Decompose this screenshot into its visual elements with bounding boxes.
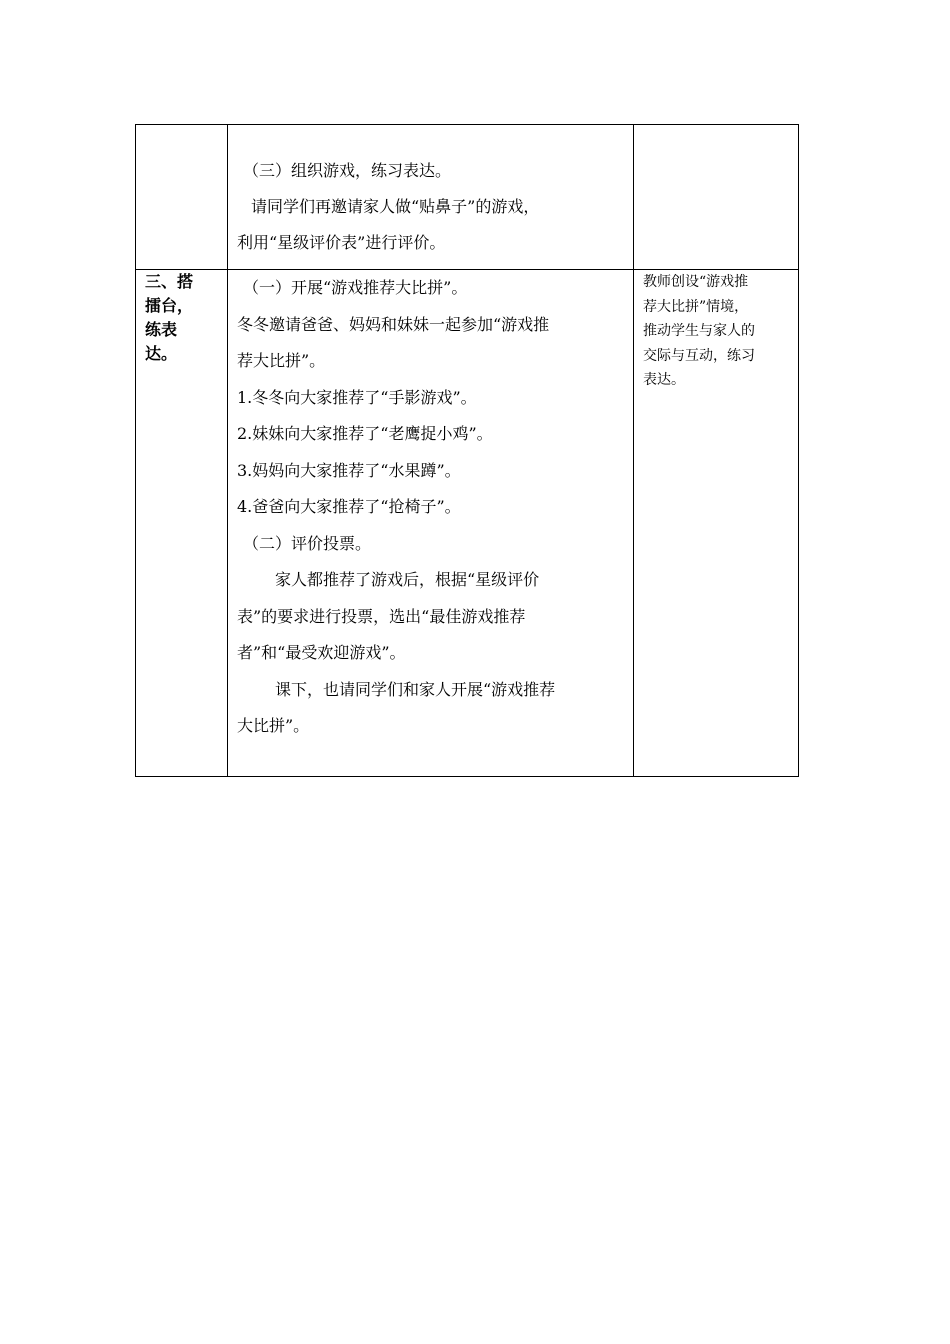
note-cell [634,270,799,777]
process-cell [228,125,634,270]
paragraph-line: 请同学们再邀请家人做“贴鼻子”的游戏， [251,197,540,216]
paragraph-line: 表”的要求进行投票，选出“最佳游戏推荐 [237,606,526,626]
list-item: 2.妹妹向大家推荐了“老鹰捉小鸡”。 [237,424,493,443]
paragraph-line: 利用“星级评价表”进行评价。 [237,233,446,252]
table-row [136,270,799,777]
section-heading: （一）开展“游戏推荐大比拼”。 [243,278,468,297]
paragraph-line: 冬冬邀请爸爸、妈妈和妹妹一起参加“游戏推 [237,314,550,334]
stage-cell [136,270,228,777]
paragraph-line: 家人都推荐了游戏后，根据“星级评价 [275,570,540,589]
paragraph-line: 大比拼”。 [237,716,310,735]
paragraph-line: 课下，也请同学们和家人开展“游戏推荐 [275,679,556,699]
paragraph-line: 荐大比拼”。 [237,351,326,370]
list-item: 3.妈妈向大家推荐了“水果蹲”。 [237,460,461,480]
stage-title: 三、搭 擂台， 练表 达。 [145,272,194,363]
design-intent-note: 教师创设“游戏推 荐大比拼”情境， 推动学生与家人的 交际与互动，练习 表达。 [643,274,755,388]
section-heading: （三）组织游戏，练习表达。 [243,161,452,180]
list-item: 1.冬冬向大家推荐了“手影游戏”。 [237,387,477,407]
stage-cell-empty [136,125,228,270]
list-item: 4.爸爸向大家推荐了“抢椅子”。 [237,497,461,516]
paragraph-line: 者”和“最受欢迎游戏”。 [237,643,406,662]
process-cell [228,270,634,777]
section-heading: （二）评价投票。 [243,533,372,553]
lesson-plan-table [135,124,799,777]
table-row [136,125,799,270]
note-cell-empty [634,125,799,270]
